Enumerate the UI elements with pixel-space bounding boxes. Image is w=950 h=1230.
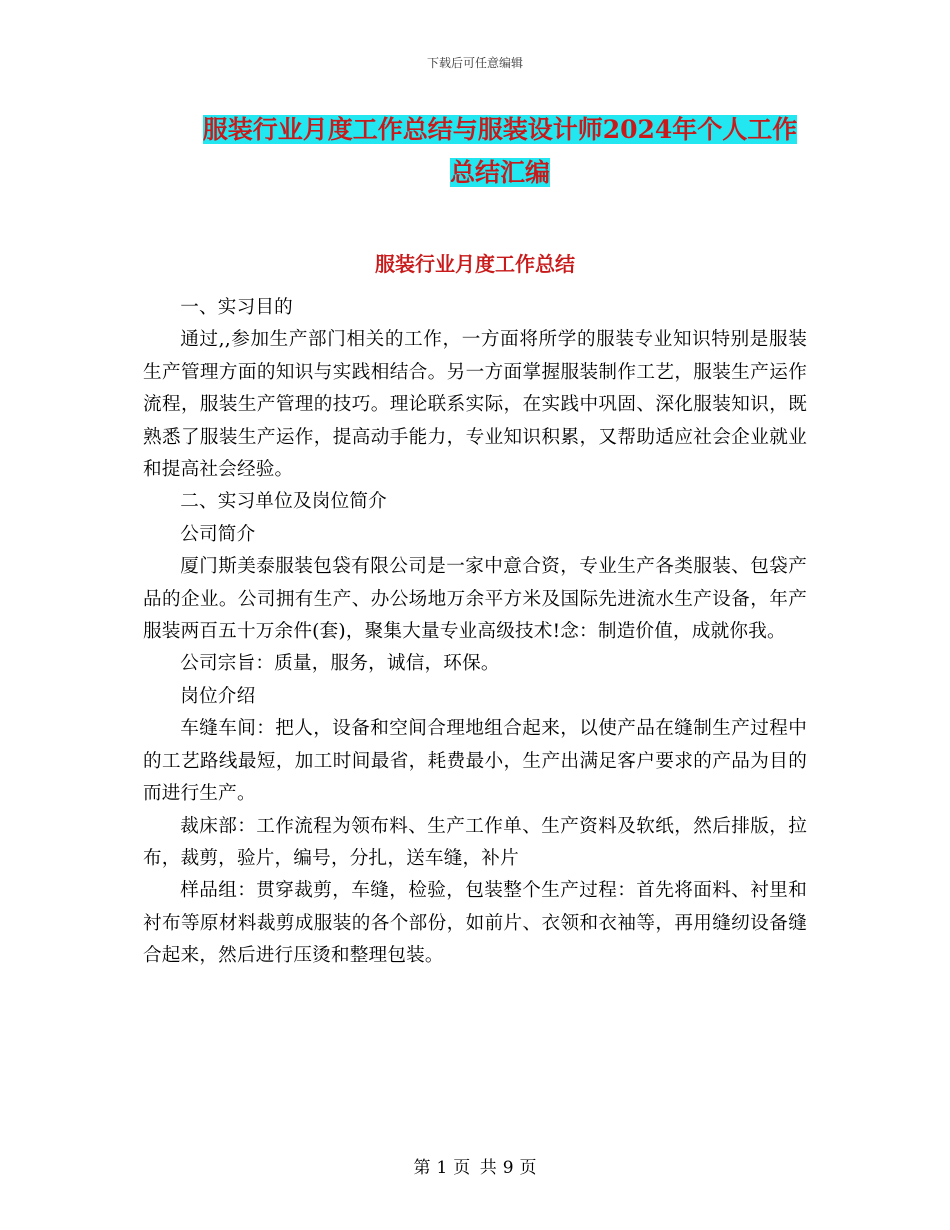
document-title-line-2: 总结汇编 bbox=[449, 158, 550, 187]
paragraph-heading-purpose: 一、实习目的 bbox=[180, 297, 293, 318]
page-footer bbox=[0, 1153, 950, 1178]
paragraph-company-intro: 厦门斯美泰服装包袋有限公司是一家中意合资，专业生产各类服装、包袋产品的企业。公司拥有生产、办公场地万余平方米及国际先进流水生产设备，年产服装两百五十万余件(套)，聚集大量专业高级技术!念：制造价值，成就你我。 bbox=[143, 556, 807, 643]
footer-suffix: 页 bbox=[519, 1158, 537, 1178]
document-title-line-1: 服装行业月度工作总结与服装设计师2024年个人工作 bbox=[202, 115, 798, 144]
paragraph-purpose: 通过,,参加生产部门相关的工作，一方面将所学的服装专业知识特别是服装生产管理方面的知识与实践相结合。另一方面掌握服装制作工艺，服装生产运作流程，服装生产管理的技巧。理论联系实际，在实践中巩固、深化服装知识，既熟悉了服装生产运作，提高动手能力，专业知识积累，又帮助适应社会企业就业和提高社会经验。 bbox=[143, 329, 807, 481]
footer-page-number: 1 bbox=[436, 1158, 448, 1178]
paragraph-subheading-positions: 岗位介绍 bbox=[180, 685, 256, 707]
paragraph-subheading-company-intro: 公司简介 bbox=[180, 523, 256, 545]
document-title bbox=[140, 108, 860, 194]
document-body bbox=[143, 292, 807, 973]
footer-total-pages: 9 bbox=[502, 1158, 514, 1178]
section-title: 服装行业月度工作总结 bbox=[375, 252, 575, 276]
paragraph-sewing-workshop: 车缝车间：把人，设备和空间合理地组合起来，以使产品在缝制生产过程中的工艺路线最短，加工时间最省，耗费最小，生产出满足客户要求的产品为目的而进行生产。 bbox=[143, 718, 807, 805]
paragraph-sample-group: 样品组：贯穿裁剪，车缝，检验，包装整个生产过程：首先将面料、衬里和衬布等原材料裁剪成服装的各个部份，如前片、衣领和衣袖等，再用缝纫设备缝合起来，然后进行压烫和整理包装。 bbox=[143, 880, 807, 967]
footer-prefix: 第 bbox=[413, 1158, 431, 1178]
paragraph-heading-company: 二、实习单位及岗位简介 bbox=[180, 491, 387, 513]
header-note: 下载后可任意编辑 bbox=[426, 56, 523, 70]
paragraph-cutting-department: 裁床部：工作流程为领布料、生产工作单、生产资料及软纸，然后排版，拉布，裁剪，验片，编号，分扎，送车缝，补片 bbox=[143, 815, 807, 869]
footer-middle: 页 共 bbox=[453, 1158, 497, 1178]
paragraph-company-tenet: 公司宗旨：质量，服务，诚信，环保。 bbox=[180, 653, 500, 675]
